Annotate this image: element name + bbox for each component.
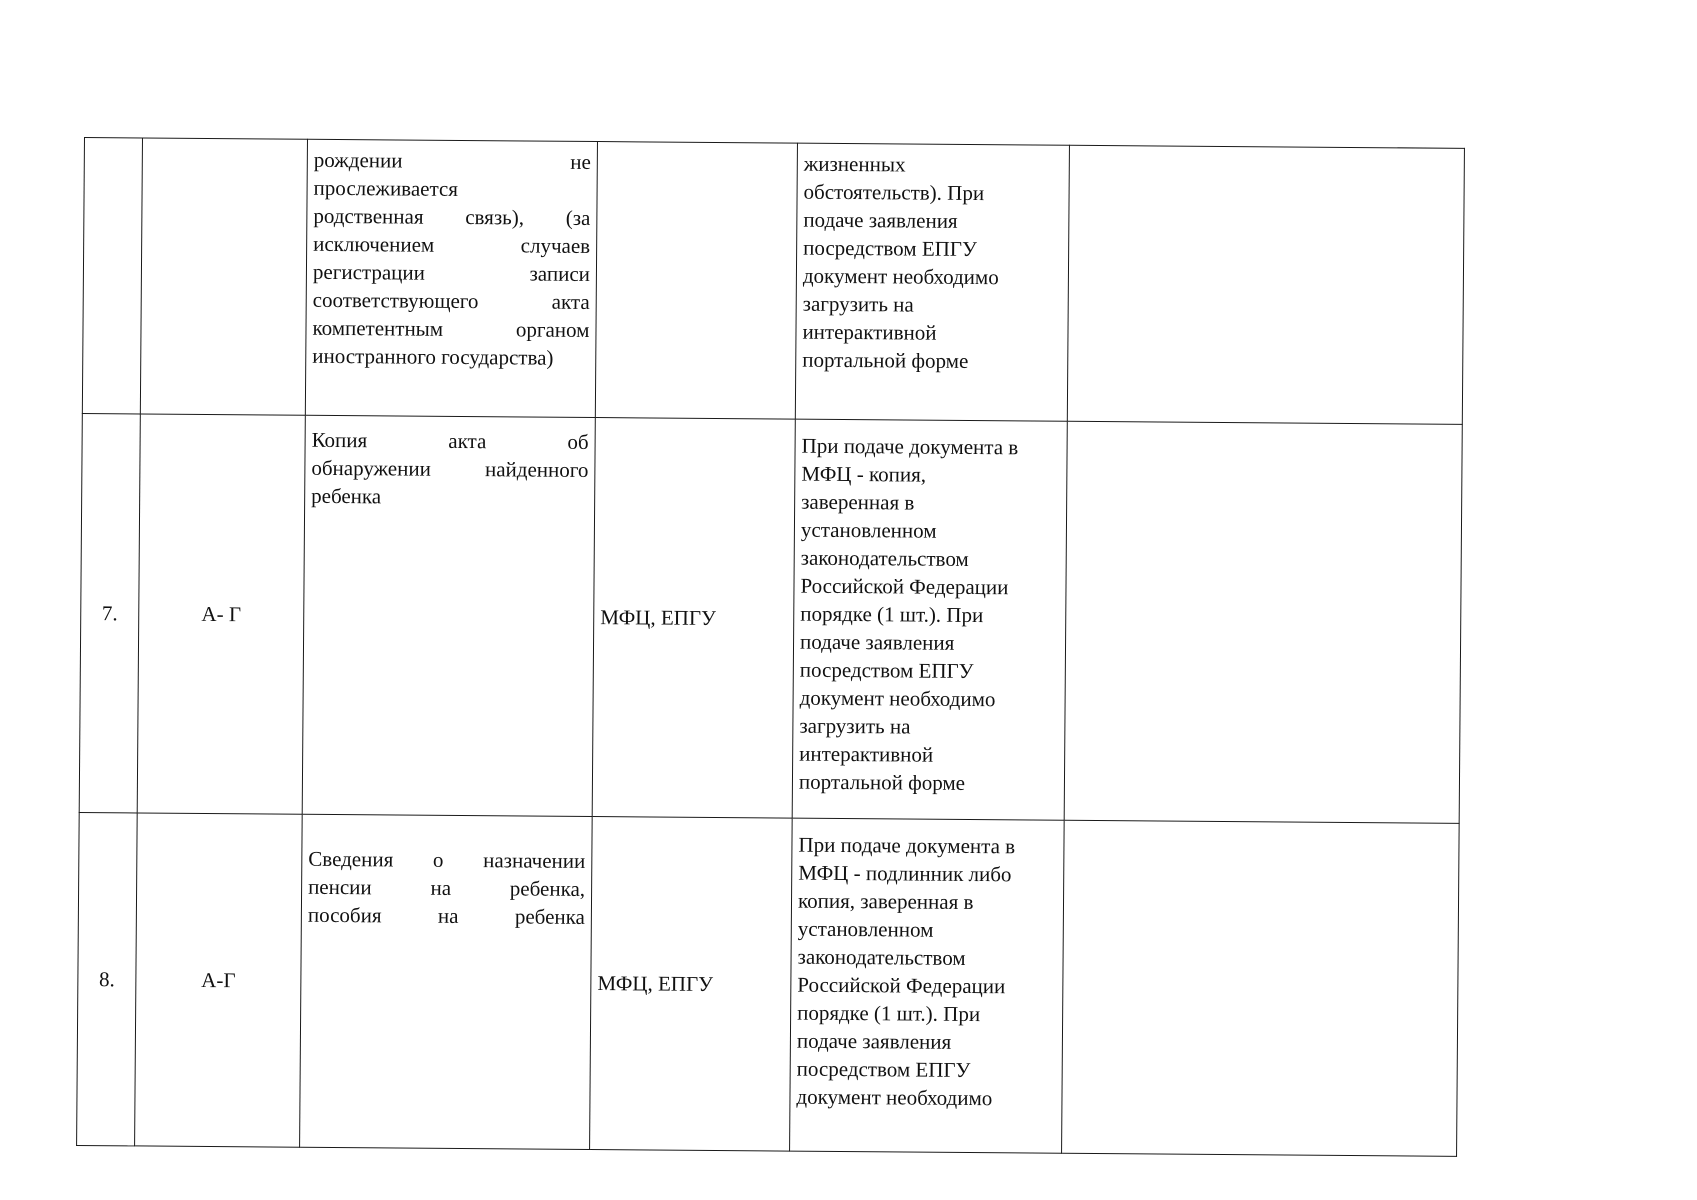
requirements-line: порядке (1 шт.). При [797, 1000, 981, 1027]
requirements-line: посредством ЕПГУ [803, 235, 977, 262]
requirements-line: установленном [797, 916, 934, 942]
category-cell: А- Г [137, 414, 305, 814]
requirements-cell [795, 143, 1069, 421]
requirements-line: обстоятельств). При [803, 179, 985, 206]
row-number-cell: 7. [79, 413, 140, 812]
table-row [77, 812, 1460, 1156]
requirements-line: копия, заверенная в [797, 888, 974, 915]
extra-cell [1062, 820, 1460, 1156]
submission-place-cell: МФЦ, ЕПГУ [592, 418, 795, 819]
requirements-line: загрузить на [799, 713, 911, 739]
requirements-line: портальной форме [798, 769, 966, 795]
requirements-line: документ необходимо [799, 685, 996, 712]
requirements-line: установленном [800, 517, 937, 543]
category-cell: А-Г [135, 813, 303, 1147]
requirements-line: подаче заявления [803, 207, 958, 233]
row-number-cell [82, 138, 142, 414]
requirements-line: жизненных [803, 151, 906, 177]
requirements-cell [792, 419, 1067, 820]
requirements-line: Российской Федерации [800, 573, 1009, 600]
document-line: пособия на ребенка [307, 902, 585, 929]
requirements-line: При подаче документа в [801, 433, 1019, 460]
requirements-line: интерактивной [799, 741, 934, 767]
submission-place-cell: МФЦ, ЕПГУ [590, 817, 793, 1152]
category-cell [140, 138, 307, 415]
requirements-line: подаче заявления [799, 629, 955, 655]
document-line: Сведения о назначении [308, 846, 586, 873]
documents-table [76, 137, 1465, 1157]
requirements-line: подаче заявления [796, 1028, 952, 1054]
document-line: рождении не [313, 147, 591, 174]
document-line: исключением случаев [313, 231, 591, 258]
requirements-line: законодательством [797, 944, 966, 970]
document-line: прослеживается [313, 175, 459, 201]
document-line: регистрации записи [312, 259, 591, 286]
row-number-cell: 8. [77, 812, 138, 1145]
submission-place-cell [595, 142, 797, 420]
extra-cell [1064, 421, 1462, 823]
requirements-line: интерактивной [802, 319, 937, 345]
requirements-line: МФЦ - копия, [801, 461, 927, 487]
requirements-line: документ необходимо [796, 1084, 993, 1111]
document-line: родственная связь), (за [313, 203, 591, 230]
requirements-line: порядке (1 шт.). При [800, 601, 984, 628]
document-line: Копия акта об [311, 427, 589, 454]
table-row [79, 413, 1462, 823]
requirements-line: загрузить на [802, 291, 914, 317]
document-line: ребенка [311, 483, 382, 509]
document-name-cell [302, 415, 595, 816]
document-line: компетентным органом [312, 315, 590, 342]
document-line: соответствующего акта [312, 287, 590, 314]
requirements-line: посредством ЕПГУ [796, 1056, 971, 1082]
requirements-line: При подаче документа в [798, 832, 1016, 859]
requirements-line: портальной форме [802, 347, 969, 373]
requirements-line: заверенная в [801, 489, 915, 515]
document-name-cell [300, 814, 593, 1149]
requirements-line: посредством ЕПГУ [799, 657, 974, 684]
requirements-line: Российской Федерации [797, 972, 1006, 999]
requirements-cell [790, 818, 1065, 1153]
extra-cell [1067, 145, 1464, 424]
document-line: обнаружении найденного [311, 455, 589, 482]
document-line: пенсии на ребенка, [308, 874, 586, 901]
document-line: иностранного государства) [312, 343, 554, 370]
table-row [82, 138, 1464, 425]
document-name-cell [305, 139, 597, 417]
requirements-line: документ необходимо [802, 263, 999, 290]
requirements-line: МФЦ - подлинник либо [798, 860, 1012, 887]
requirements-line: законодательством [800, 545, 969, 571]
